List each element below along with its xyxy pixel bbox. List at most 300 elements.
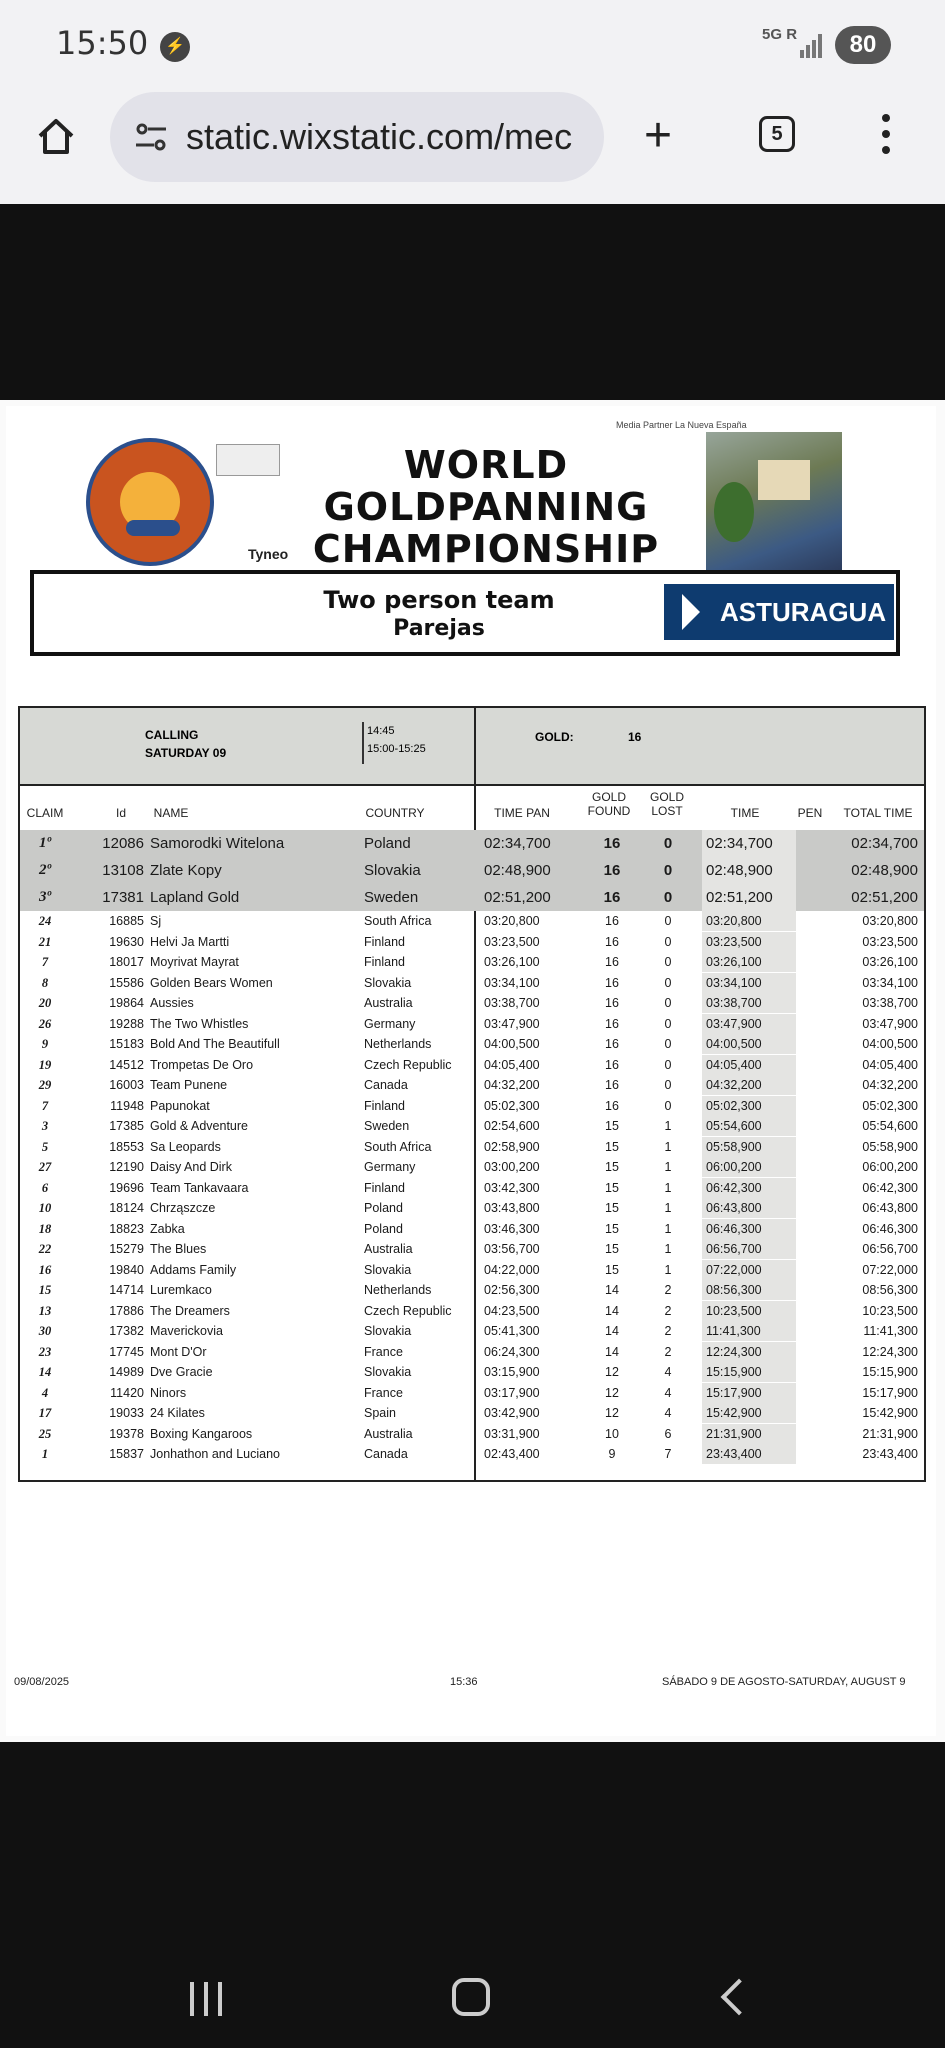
cell-id: 11948 [110, 1098, 144, 1113]
cell-time: 03:34,100 [702, 973, 796, 993]
cell-time: 05:54,600 [702, 1116, 796, 1136]
cell-time: 05:02,300 [702, 1096, 796, 1116]
cell-id: 17382 [109, 1324, 144, 1338]
cell-name: Helvi Ja Martti [150, 934, 230, 949]
cell-claim: 7 [41, 955, 49, 969]
cell-time: 06:46,300 [702, 1219, 796, 1239]
cell-found: 10 [605, 1426, 619, 1441]
cell-lost: 0 [664, 1098, 672, 1113]
cell-found: 16 [605, 955, 619, 969]
cell-total: 12:24,300 [862, 1344, 918, 1359]
footer-date: 09/08/2025 [14, 1676, 70, 1688]
house-shape [758, 460, 810, 500]
cell-country: Canada [364, 1078, 408, 1092]
cell-name: Ninors [150, 1385, 187, 1400]
cell-time: 04:05,400 [702, 1055, 796, 1075]
table-row [20, 1321, 924, 1341]
gold-value: 16 [628, 730, 642, 744]
calling-day: SATURDAY 09 [145, 746, 227, 760]
table-row [20, 1301, 924, 1321]
cell-found: 15 [605, 1262, 619, 1277]
table-row [20, 857, 924, 884]
cell-claim: 8 [41, 975, 49, 990]
cell-id: 14714 [109, 1283, 144, 1297]
cell-found: 16 [605, 1078, 619, 1092]
cell-total: 04:32,200 [862, 1078, 918, 1092]
cell-id: 19033 [109, 1406, 144, 1420]
header-name: NAME [153, 806, 189, 820]
url-text[interactable]: static.wixstatic.com/mec [186, 116, 573, 157]
cell-country: Slovakia [364, 1262, 412, 1277]
cell-lost: 0 [664, 1016, 672, 1031]
table-row [20, 1096, 924, 1116]
table-row [20, 884, 924, 911]
cell-claim: 14 [38, 1365, 52, 1379]
cell-name: Jonhathon and Luciano [150, 1447, 280, 1461]
cell-name: Addams Family [150, 1262, 237, 1277]
cell-time: 03:20,800 [702, 911, 796, 931]
cell-country: France [364, 1385, 403, 1400]
cell-claim: 27 [38, 1160, 52, 1174]
cell-total: 07:22,000 [862, 1262, 918, 1277]
table-row [20, 1403, 924, 1423]
cell-name: Moyrivat Mayrat [150, 955, 239, 969]
cell-claim: 7 [41, 1098, 49, 1113]
table-row [20, 1239, 924, 1259]
cell-name: Gold & Adventure [150, 1119, 248, 1133]
cell-country: South Africa [364, 1139, 432, 1154]
cell-lost: 2 [664, 1303, 672, 1318]
calling-times [362, 722, 426, 764]
cell-name: The Blues [150, 1242, 207, 1256]
home-nav-icon[interactable] [452, 1978, 490, 2016]
cell-name: Luremkaco [150, 1283, 212, 1297]
cell-tpan: 03:26,100 [484, 955, 540, 969]
cell-lost: 1 [664, 1262, 672, 1277]
sponsor-logo: Tyneo [248, 546, 289, 562]
table-row [20, 1075, 924, 1095]
cell-lost: 0 [664, 955, 672, 969]
cell-claim: 26 [38, 1016, 52, 1031]
cell-tpan: 02:54,600 [484, 1119, 540, 1133]
cell-country: Slovakia [364, 975, 412, 990]
table-row [20, 1034, 924, 1054]
cell-found: 15 [605, 1139, 619, 1154]
cell-lost: 1 [664, 1242, 672, 1256]
cell-id: 19840 [109, 1262, 144, 1277]
cell-claim: 17 [38, 1406, 52, 1420]
table-row [20, 952, 924, 972]
cell-lost: 2 [664, 1344, 672, 1359]
cell-country: Finland [364, 955, 405, 969]
cell-name: Sa Leopards [150, 1139, 221, 1154]
logo-badge [126, 520, 180, 536]
cell-tpan: 02:56,300 [484, 1283, 540, 1297]
cell-claim: 9 [41, 1037, 49, 1051]
cell-name: Aussies [150, 996, 194, 1010]
network-indicator [762, 28, 797, 42]
more-menu-icon[interactable] [880, 114, 892, 158]
cell-total: 10:23,500 [862, 1303, 918, 1318]
cell-country: Australia [364, 1426, 413, 1441]
cell-found: 14 [605, 1283, 619, 1297]
cell-total: 05:54,600 [862, 1119, 918, 1133]
cell-tpan: 03:56,700 [484, 1242, 540, 1256]
cell-id: 16885 [109, 914, 144, 928]
cell-lost: 7 [664, 1447, 672, 1461]
table-row [20, 1280, 924, 1300]
table-row [20, 1424, 924, 1444]
header-time-pan: TIME PAN [494, 806, 550, 820]
cell-id: 11420 [110, 1385, 144, 1400]
media-partner-logo: Media Partner La Nueva España [616, 420, 747, 430]
cell-found: 12 [605, 1406, 619, 1420]
cell-found: 16 [605, 1016, 619, 1031]
cell-name: Maverickovia [150, 1324, 223, 1338]
cell-found: 16 [603, 835, 621, 852]
footer-day: SÁBADO 9 DE AGOSTO-SATURDAY, AUGUST 9 [662, 1676, 906, 1688]
cell-total: 15:17,900 [862, 1385, 918, 1400]
cell-claim: 5 [41, 1139, 49, 1154]
asturagua-label: ASTURAGUA [720, 597, 887, 627]
cell-claim: 6 [41, 1180, 49, 1195]
network-roaming-label: R [786, 26, 798, 43]
header-gold-found [584, 790, 634, 818]
cell-time: 04:32,200 [702, 1075, 796, 1095]
cell-id: 19288 [109, 1016, 144, 1031]
cell-country: Finland [364, 1098, 405, 1113]
cell-claim: 3º [39, 889, 51, 905]
cell-id: 19864 [109, 996, 144, 1010]
cell-name: Zlate Kopy [150, 862, 222, 879]
table-row [20, 911, 924, 931]
cell-total: 06:42,300 [862, 1180, 918, 1195]
cell-found: 15 [605, 1221, 619, 1236]
cell-claim: 10 [38, 1201, 52, 1215]
title-line-2: CHAMPIONSHIP [312, 527, 660, 571]
cell-time: 03:26,100 [702, 952, 796, 972]
cell-id: 19630 [109, 934, 144, 949]
messenger-icon: ⚡ [160, 32, 190, 62]
cell-country: Slovakia [364, 1365, 412, 1379]
cell-total: 03:20,800 [862, 914, 918, 928]
cell-tpan: 04:05,400 [484, 1057, 540, 1072]
cell-time: 04:00,500 [702, 1034, 796, 1054]
cell-id: 19378 [109, 1426, 144, 1441]
title-line-1: WORLD GOLDPANNING [323, 443, 649, 529]
table-row [20, 1444, 924, 1464]
document-page [6, 406, 936, 1736]
cell-time: 15:15,900 [702, 1362, 796, 1382]
cell-country: Czech Republic [364, 1303, 452, 1318]
cell-tpan: 02:58,900 [484, 1139, 540, 1154]
cell-total: 06:00,200 [862, 1160, 918, 1174]
cell-tpan: 02:43,400 [484, 1447, 540, 1461]
cell-claim: 16 [38, 1262, 52, 1277]
table-row [20, 1198, 924, 1218]
cell-total: 03:38,700 [862, 996, 918, 1010]
cell-total: 21:31,900 [862, 1426, 918, 1441]
cell-tpan: 03:23,500 [484, 934, 540, 949]
cell-time: 03:47,900 [702, 1014, 796, 1034]
cell-lost: 0 [664, 934, 672, 949]
cell-id: 15183 [109, 1037, 144, 1051]
cell-found: 16 [605, 1037, 619, 1051]
cell-time: 23:43,400 [702, 1444, 796, 1464]
results-table [18, 706, 926, 1482]
cell-name: Boxing Kangaroos [150, 1426, 253, 1441]
cell-claim: 15 [38, 1283, 52, 1297]
cell-tpan: 03:00,200 [484, 1160, 540, 1174]
cell-found: 16 [605, 996, 619, 1010]
cell-time: 10:23,500 [702, 1301, 796, 1321]
cell-found: 12 [605, 1385, 619, 1400]
cell-lost: 0 [663, 862, 673, 879]
cell-found: 16 [605, 934, 619, 949]
event-title: Two person team [323, 586, 555, 614]
cell-id: 12086 [102, 835, 144, 852]
cell-name: Golden Bears Women [150, 975, 273, 990]
cell-found: 9 [608, 1447, 616, 1461]
calling-time-1: 14:45 [367, 725, 395, 737]
cell-time: 08:56,300 [702, 1280, 796, 1300]
cell-id: 14512 [109, 1057, 144, 1072]
new-tab-button[interactable]: + [644, 109, 673, 162]
cell-lost: 1 [664, 1180, 672, 1195]
cell-tpan: 04:23,500 [484, 1303, 540, 1318]
tree-shape [714, 482, 754, 542]
cell-total: 23:43,400 [862, 1447, 918, 1461]
calling-label-text: CALLING [145, 728, 199, 742]
calling-info [20, 708, 924, 784]
cell-time: 03:23,500 [702, 932, 796, 952]
header-gold-lost [642, 790, 692, 818]
cell-claim: 2º [39, 862, 51, 878]
header-gold-found-2: FOUND [587, 804, 631, 818]
tab-switcher-button[interactable]: 5 [759, 116, 795, 152]
cell-total: 04:00,500 [862, 1037, 918, 1051]
calling-time-2: 15:00-15:25 [367, 743, 426, 755]
back-icon[interactable] [721, 1979, 758, 2016]
header-time: TIME [730, 806, 760, 820]
header-gold-lost-2: LOST [651, 804, 683, 818]
cell-time: 11:41,300 [702, 1321, 796, 1341]
cell-claim: 3 [41, 1119, 49, 1133]
gold-label: GOLD: [535, 730, 574, 744]
cell-time: 15:42,900 [702, 1403, 796, 1423]
cell-name: Bold And The Beautifull [150, 1037, 280, 1051]
cell-name: Zabka [150, 1221, 185, 1236]
cell-name: Sj [150, 914, 162, 928]
cell-id: 14989 [109, 1365, 144, 1379]
address-bar[interactable] [110, 92, 604, 182]
recents-icon[interactable] [190, 1982, 226, 2016]
table-row [20, 830, 924, 857]
cell-tpan: 03:31,900 [484, 1426, 540, 1441]
cell-tpan: 03:42,300 [484, 1180, 540, 1195]
cell-country: Czech Republic [364, 1057, 452, 1072]
table-row [20, 1014, 924, 1034]
cell-lost: 4 [664, 1406, 672, 1420]
cell-id: 15837 [109, 1447, 144, 1461]
cell-claim: 29 [38, 1078, 52, 1092]
cell-lost: 0 [663, 835, 673, 852]
cell-claim: 23 [38, 1344, 52, 1359]
table-row [20, 993, 924, 1013]
cell-claim: 22 [38, 1242, 52, 1256]
cell-found: 12 [605, 1365, 619, 1379]
cell-id: 13108 [102, 862, 144, 879]
cell-name: Daisy And Dirk [150, 1160, 232, 1174]
cell-lost: 0 [663, 889, 673, 906]
cell-found: 16 [605, 1098, 619, 1113]
cell-id: 17381 [102, 889, 144, 906]
header-claim: CLAIM [26, 806, 64, 820]
cell-id: 18553 [109, 1139, 144, 1154]
calling-label [145, 726, 226, 762]
table-row [20, 1260, 924, 1280]
cell-total: 05:02,300 [862, 1098, 918, 1113]
cell-id: 19696 [109, 1180, 144, 1195]
cell-country: Poland [364, 1201, 403, 1215]
cell-lost: 1 [664, 1201, 672, 1215]
cell-claim: 4 [41, 1385, 49, 1400]
cell-country: Netherlands [364, 1037, 432, 1051]
cell-tpan: 03:47,900 [484, 1016, 540, 1031]
table-row [20, 1219, 924, 1239]
header-id: Id [115, 806, 126, 820]
cell-total: 11:41,300 [863, 1324, 918, 1338]
header-pen: PEN [797, 806, 823, 820]
cell-found: 15 [605, 1160, 619, 1174]
cell-time: 07:22,000 [702, 1260, 796, 1280]
cell-time: 06:43,800 [702, 1198, 796, 1218]
network-5g-label: 5G [762, 26, 783, 43]
cell-claim: 19 [38, 1057, 52, 1072]
cell-tpan: 03:42,900 [484, 1406, 540, 1420]
cell-total: 15:42,900 [862, 1406, 918, 1420]
cell-found: 16 [605, 1057, 619, 1072]
cell-claim: 25 [38, 1426, 52, 1441]
cell-name: Trompetas De Oro [150, 1057, 254, 1072]
cell-lost: 0 [664, 914, 672, 928]
cell-country: Australia [364, 1242, 413, 1256]
event-subtitle: Parejas [393, 616, 485, 641]
cell-lost: 0 [664, 1078, 672, 1092]
championship-logo [86, 438, 214, 566]
cell-lost: 6 [664, 1426, 672, 1441]
cell-found: 16 [603, 889, 621, 906]
cell-lost: 1 [664, 1160, 672, 1174]
cell-time: 02:48,900 [702, 857, 796, 884]
site-settings-icon[interactable] [134, 120, 168, 154]
cell-tpan: 04:22,000 [484, 1262, 540, 1277]
cell-name: Papunokat [150, 1098, 210, 1113]
cell-tpan: 03:17,900 [484, 1385, 540, 1400]
cell-found: 14 [605, 1303, 619, 1318]
cell-total: 03:26,100 [862, 955, 918, 969]
flag-logo [216, 444, 280, 476]
cell-tpan: 03:38,700 [484, 996, 540, 1010]
cell-id: 17886 [109, 1303, 144, 1318]
cell-found: 16 [605, 975, 619, 990]
cell-time: 03:38,700 [702, 993, 796, 1013]
results-document [0, 400, 945, 1742]
table-row [20, 1055, 924, 1075]
battery-icon: 80 [835, 26, 891, 64]
cell-time: 02:34,700 [702, 830, 796, 857]
cell-country: Finland [364, 934, 405, 949]
cell-country: Canada [364, 1447, 408, 1461]
cell-country: Finland [364, 1180, 405, 1195]
cell-time: 06:56,700 [702, 1239, 796, 1259]
cell-time: 12:24,300 [702, 1342, 796, 1362]
table-row [20, 1116, 924, 1136]
header-country: COUNTRY [365, 806, 425, 820]
cell-found: 16 [605, 914, 619, 928]
cell-name: 24 Kilates [150, 1406, 205, 1420]
asturagua-mark-icon [682, 594, 700, 630]
cell-country: France [364, 1344, 403, 1359]
cell-name: Team Punene [150, 1078, 228, 1092]
cell-country: Germany [364, 1016, 416, 1031]
table-row [20, 1157, 924, 1177]
cell-id: 18823 [109, 1221, 144, 1236]
cell-id: 18017 [109, 955, 144, 969]
cell-country: Slovakia [364, 862, 421, 879]
cell-lost: 4 [664, 1385, 672, 1400]
cell-found: 15 [605, 1201, 619, 1215]
cell-name: Mont D'Or [150, 1344, 207, 1359]
cell-name: Dve Gracie [150, 1365, 213, 1379]
cell-id: 15586 [109, 975, 144, 990]
asturagua-logo [664, 584, 894, 640]
browser-toolbar [0, 88, 945, 204]
cell-total: 06:43,800 [862, 1201, 918, 1215]
cell-id: 17745 [109, 1344, 144, 1359]
table-row [20, 1342, 924, 1362]
cell-country: Slovakia [364, 1324, 412, 1338]
cell-tpan: 03:20,800 [484, 914, 540, 928]
table-row [20, 1383, 924, 1403]
home-icon[interactable] [36, 116, 76, 156]
table-header [20, 786, 924, 826]
table-row [20, 1178, 924, 1198]
cell-id: 12190 [109, 1160, 144, 1174]
table-row [20, 1362, 924, 1382]
village-photo [706, 432, 842, 572]
cell-country: Spain [364, 1406, 396, 1420]
cell-total: 05:58,900 [862, 1139, 918, 1154]
cell-time: 06:00,200 [702, 1157, 796, 1177]
cell-name: Team Tankavaara [150, 1180, 249, 1195]
status-bar [0, 0, 945, 88]
cell-lost: 1 [664, 1119, 672, 1133]
cell-total: 03:34,100 [862, 975, 918, 990]
cell-total: 02:51,200 [851, 889, 918, 906]
cell-claim: 21 [38, 934, 52, 949]
cell-found: 15 [605, 1242, 619, 1256]
cell-lost: 2 [664, 1283, 672, 1297]
cell-country: Poland [364, 1221, 403, 1236]
cell-claim: 18 [38, 1221, 52, 1236]
cell-country: Netherlands [364, 1283, 432, 1297]
cell-found: 15 [605, 1119, 619, 1133]
cell-id: 18124 [109, 1201, 144, 1215]
cell-lost: 0 [664, 1057, 672, 1072]
table-row [20, 1137, 924, 1157]
cell-total: 15:15,900 [862, 1365, 918, 1379]
